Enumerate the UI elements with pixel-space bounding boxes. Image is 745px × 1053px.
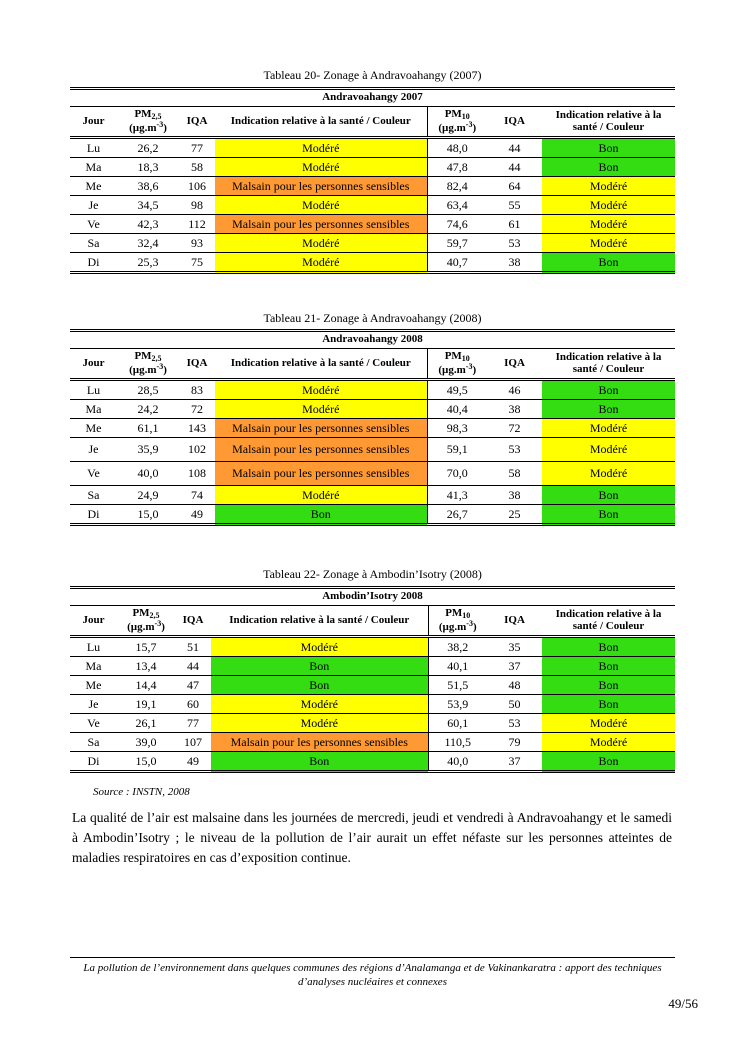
cell-iqa: 77 bbox=[175, 714, 211, 733]
cell-pm25: 25,3 bbox=[117, 253, 179, 273]
col-header-iqa: IQA bbox=[175, 606, 211, 637]
source-note: Source : INSTN, 2008 bbox=[93, 786, 190, 798]
cell-iqa: 53 bbox=[487, 234, 542, 253]
cell-indication: Modéré bbox=[542, 215, 675, 234]
table-row bbox=[70, 138, 675, 158]
cell-iqa: 44 bbox=[175, 657, 211, 676]
table-row bbox=[70, 419, 675, 438]
table-row bbox=[70, 695, 675, 714]
cell-iqa: 46 bbox=[508, 382, 521, 397]
col-header-indication: Indication relative à la santé / Couleur bbox=[542, 349, 675, 380]
col-header-pm10: $PM_{10}$ $(\mu g.m^{-3})$ bbox=[427, 349, 487, 380]
cell-indication: Modéré bbox=[215, 486, 427, 505]
cell-iqa: 37 bbox=[487, 752, 542, 772]
cell-jour: Me bbox=[70, 419, 117, 438]
cell-indication: Modéré bbox=[215, 400, 427, 419]
cell-iqa: 60 bbox=[175, 695, 211, 714]
cell-pm25: 32,4 bbox=[117, 234, 179, 253]
cell-pm25: 24,9 bbox=[117, 486, 179, 505]
cell-jour: Me bbox=[70, 676, 117, 695]
col-header-iqa: IQA bbox=[179, 349, 215, 380]
table-20 bbox=[70, 87, 675, 274]
cell-indication: Modéré bbox=[215, 138, 427, 158]
cell-indication: Modéré bbox=[215, 234, 427, 253]
cell-indication: Modéré bbox=[542, 714, 675, 733]
page-number: 49/56 bbox=[668, 996, 698, 1011]
cell-iqa: 77 bbox=[191, 140, 203, 155]
table-22 bbox=[70, 586, 675, 773]
col-header-indication: Indication relative à la santé / Couleur bbox=[215, 107, 427, 138]
table-row bbox=[70, 462, 675, 486]
cell-iqa: 83 bbox=[191, 382, 203, 397]
cell-jour: Je bbox=[70, 196, 117, 215]
cell-pm10: 60,1 bbox=[428, 714, 487, 733]
cell-indication: Modéré bbox=[542, 438, 675, 462]
cell-jour: Ve bbox=[70, 714, 117, 733]
cell-pm25: 28,5 bbox=[137, 382, 159, 397]
cell-iqa: 102 bbox=[179, 438, 215, 462]
cell-pm10: 74,6 bbox=[427, 215, 487, 234]
cell-indication: Bon bbox=[542, 486, 675, 505]
cell-indication: Malsain pour les personnes sensibles bbox=[215, 462, 427, 486]
cell-pm25: 61,1 bbox=[117, 419, 179, 438]
cell-pm25: 18,3 bbox=[117, 158, 179, 177]
cell-iqa: 38 bbox=[487, 400, 542, 419]
col-header-jour: Jour bbox=[70, 349, 117, 380]
cell-indication: Bon bbox=[542, 657, 675, 676]
cell-indication: Modéré bbox=[542, 234, 675, 253]
cell-iqa: 107 bbox=[175, 733, 211, 752]
col-header-indication: Indication relative à la santé / Couleur bbox=[542, 107, 675, 138]
cell-indication: Modéré bbox=[211, 695, 428, 714]
cell-indication: Malsain pour les personnes sensibles bbox=[215, 177, 427, 196]
cell-pm25: 35,9 bbox=[117, 438, 179, 462]
cell-iqa: 53 bbox=[487, 438, 542, 462]
cell-pm25: 14,4 bbox=[117, 676, 175, 695]
cell-jour: Sa bbox=[70, 733, 117, 752]
cell-iqa: 53 bbox=[487, 714, 542, 733]
cell-indication: Modéré bbox=[215, 196, 427, 215]
col-header-pm10: $PM_{10}$ $(\mu g.m^{-3})$ bbox=[427, 107, 487, 138]
table-row bbox=[70, 657, 675, 676]
cell-pm10: 48,0 bbox=[427, 138, 487, 158]
cell-pm25: 15,0 bbox=[117, 752, 175, 772]
cell-jour: Sa bbox=[70, 234, 117, 253]
cell-iqa: 106 bbox=[179, 177, 215, 196]
cell-pm10: 49,5 bbox=[427, 380, 487, 400]
cell-jour: Me bbox=[70, 177, 117, 196]
cell-pm10: 38,2 bbox=[428, 637, 487, 657]
cell-indication: Bon bbox=[542, 676, 675, 695]
table-row bbox=[70, 486, 675, 505]
cell-iqa: 37 bbox=[487, 657, 542, 676]
col-header-indication: Indication relative à la santé / Couleur bbox=[215, 349, 427, 380]
cell-indication: Bon bbox=[542, 380, 675, 400]
cell-jour: Je bbox=[70, 695, 117, 714]
cell-iqa: 35 bbox=[508, 639, 521, 654]
cell-indication: Modéré bbox=[542, 462, 675, 486]
cell-iqa: 51 bbox=[187, 639, 199, 654]
cell-pm10: 51,5 bbox=[428, 676, 487, 695]
cell-iqa: 44 bbox=[487, 158, 542, 177]
col-header-pm25: $PM_{2,5}$ $(\mu g.m^{-3})$ bbox=[117, 349, 179, 380]
cell-pm25: 39,0 bbox=[117, 733, 175, 752]
cell-iqa: 44 bbox=[508, 140, 521, 155]
col-header-iqa: IQA bbox=[487, 349, 542, 380]
cell-pm10: 47,8 bbox=[427, 158, 487, 177]
cell-iqa: 49 bbox=[179, 505, 215, 525]
table-row bbox=[70, 196, 675, 215]
cell-indication: Malsain pour les personnes sensibles bbox=[215, 419, 427, 438]
table-22-caption: Tableau 22- Zonage à Ambodin’Isotry (2008) bbox=[263, 567, 482, 581]
cell-jour: Ma bbox=[70, 400, 117, 419]
cell-pm10: 70,0 bbox=[427, 462, 487, 486]
table-row bbox=[70, 505, 675, 525]
cell-indication: Bon bbox=[211, 752, 428, 772]
cell-iqa: 143 bbox=[179, 419, 215, 438]
cell-indication: Modéré bbox=[211, 637, 428, 657]
cell-pm10: 110,5 bbox=[428, 733, 487, 752]
cell-indication: Bon bbox=[215, 505, 427, 525]
col-header-jour: Jour bbox=[70, 606, 117, 637]
table-row bbox=[70, 215, 675, 234]
cell-jour: Di bbox=[70, 505, 117, 525]
cell-indication: Bon bbox=[542, 253, 675, 273]
table-row bbox=[70, 380, 675, 400]
cell-indication: Bon bbox=[542, 505, 675, 525]
cell-indication: Bon bbox=[211, 676, 428, 695]
cell-iqa: 47 bbox=[175, 676, 211, 695]
col-header-pm10: $PM_{10}$ $(\mu g.m^{-3})$ bbox=[428, 606, 487, 637]
table-21-caption: Tableau 21- Zonage à Andravoahangy (2008) bbox=[263, 311, 482, 325]
table-row bbox=[70, 400, 675, 419]
cell-iqa: 98 bbox=[179, 196, 215, 215]
cell-pm25: 13,4 bbox=[117, 657, 175, 676]
cell-jour: Ma bbox=[70, 158, 117, 177]
cell-iqa: 79 bbox=[487, 733, 542, 752]
cell-pm10: 63,4 bbox=[427, 196, 487, 215]
cell-pm10: 40,1 bbox=[428, 657, 487, 676]
cell-pm25: 38,6 bbox=[117, 177, 179, 196]
table-group-title: Ambodin’Isotry 2008 bbox=[70, 588, 675, 606]
cell-indication: Modéré bbox=[215, 380, 427, 400]
table-group-title: Andravoahangy 2007 bbox=[70, 89, 675, 107]
cell-pm25: 26,1 bbox=[117, 714, 175, 733]
cell-pm25: 26,2 bbox=[137, 140, 159, 155]
table-20-caption: Tableau 20- Zonage à Andravoahangy (2007) bbox=[263, 68, 482, 82]
cell-pm10: 40,7 bbox=[427, 253, 487, 273]
cell-indication: Modéré bbox=[215, 158, 427, 177]
col-header-indication: Indication relative à la santé / Couleur bbox=[211, 606, 428, 637]
cell-iqa: 75 bbox=[179, 253, 215, 273]
cell-iqa: 74 bbox=[179, 486, 215, 505]
cell-jour: Ve bbox=[70, 462, 117, 486]
table-21 bbox=[70, 329, 675, 526]
body-paragraph: La qualité de l’air est malsaine dans les journées de mercredi, jeudi et vendredi à Andravoahangy et le samedi à Ambodin’Isotry ; le niveau de la pollution de l’air aurait un effet néfaste sur les personnes atteintes de maladies respiratoires en cas d’exposition continue. bbox=[72, 810, 672, 865]
table-row bbox=[70, 438, 675, 462]
table-row bbox=[70, 676, 675, 695]
cell-indication: Bon bbox=[542, 158, 675, 177]
cell-pm10: 59,1 bbox=[427, 438, 487, 462]
table-row bbox=[70, 714, 675, 733]
cell-iqa: 25 bbox=[487, 505, 542, 525]
cell-jour: Je bbox=[70, 438, 117, 462]
cell-iqa: 72 bbox=[487, 419, 542, 438]
page-footer: La pollution de l’environnement dans quelques communes des régions d’Analamanga et de Vakinankaratra : apport des techniques d’analyses nucléaires et connexes bbox=[83, 962, 662, 988]
cell-jour: Ve bbox=[70, 215, 117, 234]
cell-indication: Bon bbox=[542, 752, 675, 772]
cell-pm10: 40,0 bbox=[428, 752, 487, 772]
cell-jour: Lu bbox=[86, 639, 101, 654]
col-header-iqa: IQA bbox=[487, 107, 542, 138]
table-row bbox=[70, 158, 675, 177]
cell-pm10: 41,3 bbox=[427, 486, 487, 505]
cell-indication: Modéré bbox=[542, 733, 675, 752]
cell-pm10: 40,4 bbox=[427, 400, 487, 419]
cell-indication: Modéré bbox=[542, 177, 675, 196]
col-header-jour: Jour bbox=[70, 107, 117, 138]
cell-pm25: 24,2 bbox=[117, 400, 179, 419]
cell-jour: Di bbox=[70, 752, 117, 772]
cell-indication: Modéré bbox=[542, 419, 675, 438]
cell-jour: Ma bbox=[70, 657, 117, 676]
cell-iqa: 38 bbox=[487, 486, 542, 505]
cell-indication: Bon bbox=[211, 657, 428, 676]
table-row bbox=[70, 637, 675, 657]
table-group-title: Andravoahangy 2008 bbox=[70, 331, 675, 349]
cell-iqa: 108 bbox=[179, 462, 215, 486]
cell-pm25: 15,7 bbox=[135, 639, 157, 654]
col-header-iqa: IQA bbox=[487, 606, 542, 637]
cell-indication: Bon bbox=[542, 695, 675, 714]
footer-divider bbox=[70, 957, 675, 958]
cell-indication: Malsain pour les personnes sensibles bbox=[211, 733, 428, 752]
cell-indication: Bon bbox=[542, 400, 675, 419]
cell-iqa: 58 bbox=[487, 462, 542, 486]
cell-pm10: 59,7 bbox=[427, 234, 487, 253]
cell-pm25: 34,5 bbox=[117, 196, 179, 215]
cell-indication: Modéré bbox=[215, 253, 427, 273]
cell-indication: Modéré bbox=[542, 196, 675, 215]
col-header-pm25: $PM_{2,5}$ $(\mu g.m^{-3})$ bbox=[117, 107, 179, 138]
cell-indication: Malsain pour les personnes sensibles bbox=[215, 215, 427, 234]
cell-indication: Bon bbox=[542, 637, 675, 657]
cell-pm10: 82,4 bbox=[427, 177, 487, 196]
table-row bbox=[70, 234, 675, 253]
cell-iqa: 93 bbox=[179, 234, 215, 253]
cell-indication: Malsain pour les personnes sensibles bbox=[215, 438, 427, 462]
cell-iqa: 49 bbox=[175, 752, 211, 772]
cell-pm25: 19,1 bbox=[117, 695, 175, 714]
cell-jour: Lu bbox=[86, 140, 101, 155]
col-header-iqa: IQA bbox=[179, 107, 215, 138]
cell-iqa: 112 bbox=[179, 215, 215, 234]
col-header-pm25: $PM_{2,5}$ $(\mu g.m^{-3})$ bbox=[117, 606, 175, 637]
cell-pm10: 26,7 bbox=[427, 505, 487, 525]
cell-jour: Lu bbox=[86, 382, 101, 397]
cell-iqa: 38 bbox=[487, 253, 542, 273]
table-row bbox=[70, 253, 675, 273]
cell-iqa: 55 bbox=[487, 196, 542, 215]
cell-indication: Modéré bbox=[211, 714, 428, 733]
cell-iqa: 61 bbox=[487, 215, 542, 234]
col-header-indication: Indication relative à la santé / Couleur bbox=[542, 606, 675, 637]
cell-jour: Di bbox=[70, 253, 117, 273]
cell-pm25: 15,0 bbox=[117, 505, 179, 525]
cell-iqa: 64 bbox=[487, 177, 542, 196]
cell-indication: Bon bbox=[542, 138, 675, 158]
cell-iqa: 58 bbox=[179, 158, 215, 177]
cell-pm25: 42,3 bbox=[117, 215, 179, 234]
cell-iqa: 72 bbox=[179, 400, 215, 419]
cell-pm25: 40,0 bbox=[117, 462, 179, 486]
cell-pm10: 98,3 bbox=[427, 419, 487, 438]
cell-pm10: 53,9 bbox=[428, 695, 487, 714]
cell-iqa: 48 bbox=[487, 676, 542, 695]
table-row bbox=[70, 733, 675, 752]
cell-jour: Sa bbox=[70, 486, 117, 505]
table-row bbox=[70, 752, 675, 772]
cell-iqa: 50 bbox=[487, 695, 542, 714]
table-row bbox=[70, 177, 675, 196]
